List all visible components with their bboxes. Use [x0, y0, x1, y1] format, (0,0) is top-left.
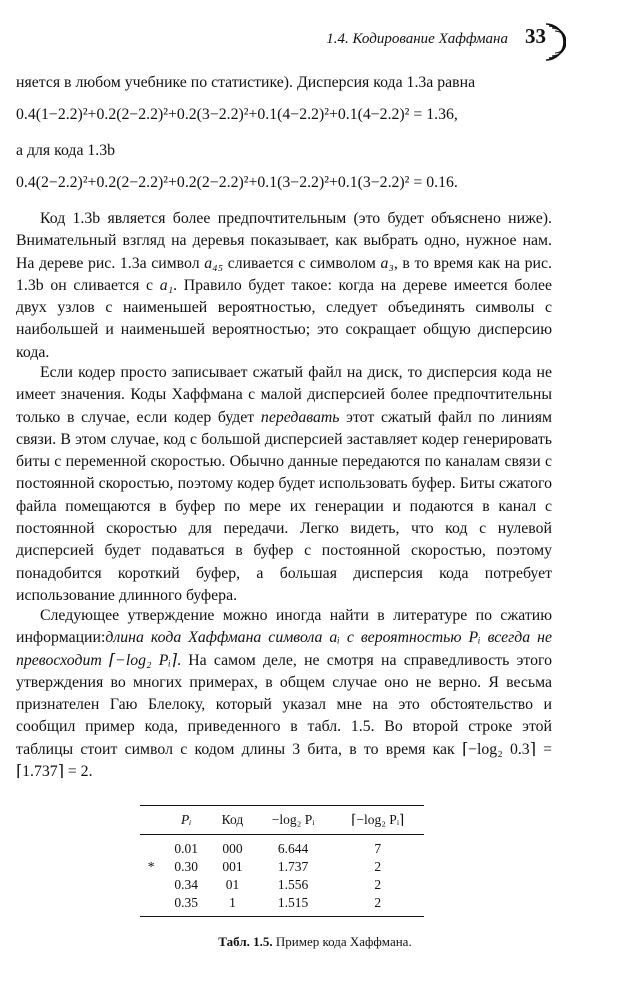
- table-caption: [0, 934, 630, 950]
- page-number: 33: [525, 24, 546, 48]
- paragraph-2-text: Код 1.3b является более предпочтительным (это будет объяснено ниже). Внимательный взгляд на деревья показывает, как выбрать одно, нужное нам. На дереве рис. 1.3a символ: [16, 210, 552, 272]
- cell-log: 1.737: [277, 859, 309, 874]
- paragraph-4-text: . На самом деле, не смотря на справедливость этого утверждения во многих примерах, в общем случае оно не верно. Я весьма признателен Гаю Блелоку, который указал мне на это обстоятельство и сообщил пример кода, приведенного в табл. 1.5. Во второй строке этой таблицы стоит символ с кодом длины 3 бита, в то время как ⌈−log₂ 0.3⌉ = ⌈1.737⌉ = 2.: [16, 651, 552, 781]
- cell-code: 1: [229, 895, 236, 910]
- row-mark: [140, 894, 162, 917]
- row-mark: [140, 876, 162, 894]
- cell-probability: 0.30: [174, 859, 199, 874]
- huffman-code-table: [140, 805, 424, 917]
- paragraph-3-text: Если кодер просто записывает сжатый файл на диск, то дисперсия кода не имеет значения. Коды Хаффмана с малой дисперсией более предпочтительны только в случае, если кодер будет: [16, 364, 552, 426]
- caption-text: Пример кода Хаффмана.: [272, 934, 412, 949]
- cell-log: 6.644: [277, 841, 309, 856]
- emphasis-transmit: передавать: [260, 408, 340, 426]
- paragraph-2-text: . Правило будет такое: когда на дереве имеется более двух узлов с наименьшей вероятностью, следует объединять символы с наибольшей и наименьшей вероятностью; это сокращает общую дисперсию кода.: [16, 276, 552, 361]
- paragraph-1: няется в любом учебнике по статистике). Дисперсия кода 1.3a равна: [16, 74, 476, 91]
- cell-probability: 0.35: [174, 895, 199, 910]
- thumb-index-icon: [544, 22, 566, 62]
- cell-ceil-log: 2: [374, 895, 382, 910]
- table-row: [140, 876, 424, 894]
- emphasis-statement: длина кода Хаффмана символа aᵢ с вероятностью Pᵢ всегда не превосходит ⌈−log₂ Pᵢ⌉: [16, 629, 552, 669]
- row-mark: [140, 835, 162, 859]
- paragraph-2-text: , в то время как на рис. 1.3b он сливается с: [16, 254, 552, 294]
- table-row: [140, 894, 424, 917]
- variance-formula-1b: 0.4(2−2.2)²+0.2(2−2.2)²+0.2(2−2.2)²+0.1(3−2.2)²+0.1(3−2.2)² = 0.16.: [16, 174, 458, 191]
- cell-log: 1.556: [277, 877, 309, 892]
- cell-ceil-log: 7: [374, 841, 382, 856]
- symbol-a45: a₄₅: [204, 254, 224, 272]
- paragraph-3-text: этот сжатый файл по линиям связи. В этом случае, код с большой дисперсией заставляет кодер генерировать биты с переменной скоростью. Обычно данные передаются по каналам связи с постоянной скоростью, поэтому кодер будет использовать буфер. Биты сжатого файла помещаются в буфер по мере их генерации и подаются в канал с постоянной скоростью для передачи. Легко видеть, что код с нулевой дисперсией будет подаваться в буфер с постоянной скоростью, поэтому понадобится короткий буфер, а большая дисперсия кода потребует использование длинного буфера.: [16, 408, 552, 604]
- symbol-a3: a₃: [380, 254, 394, 272]
- paragraph-connector: а для кода 1.3b: [16, 142, 116, 159]
- cell-ceil-log: 2: [374, 877, 382, 892]
- paragraph-2-text: сливается с символом: [223, 254, 381, 272]
- cell-code: 001: [222, 859, 243, 874]
- cell-probability: 0.34: [174, 877, 199, 892]
- table-row: [140, 835, 424, 859]
- paragraph-4: [16, 605, 552, 783]
- mark-column-header: [140, 806, 162, 835]
- symbol-a1: a₁: [159, 276, 174, 294]
- cell-ceil-log: 2: [374, 859, 382, 874]
- table-header-row: [140, 806, 424, 835]
- page-header: [0, 22, 630, 62]
- caption-label: Табл. 1.5.: [218, 934, 273, 949]
- running-title: 1.4. Кодирование Хаффмана: [326, 31, 508, 47]
- column-header-code: Код: [221, 812, 244, 827]
- paragraph-2: [16, 208, 552, 364]
- cell-code: 000: [222, 841, 243, 856]
- paragraph-3: [16, 362, 552, 607]
- cell-code: 01: [225, 877, 240, 892]
- column-header-log: −log₂ Pᵢ: [271, 812, 315, 827]
- paragraph-4-text: Следующее утверждение можно иногда найти в литературе по сжатию информации:: [16, 607, 552, 647]
- column-header-ceil-log: ⌈−log₂ Pᵢ⌉: [351, 812, 405, 827]
- cell-log: 1.515: [277, 895, 309, 910]
- variance-formula-1a: 0.4(1−2.2)²+0.2(2−2.2)²+0.2(3−2.2)²+0.1(4−2.2)²+0.1(4−2.2)² = 1.36,: [16, 106, 458, 123]
- table-row: [140, 858, 424, 876]
- column-header-probability: Pᵢ: [181, 812, 192, 827]
- row-mark: *: [147, 859, 155, 874]
- cell-probability: 0.01: [174, 841, 199, 856]
